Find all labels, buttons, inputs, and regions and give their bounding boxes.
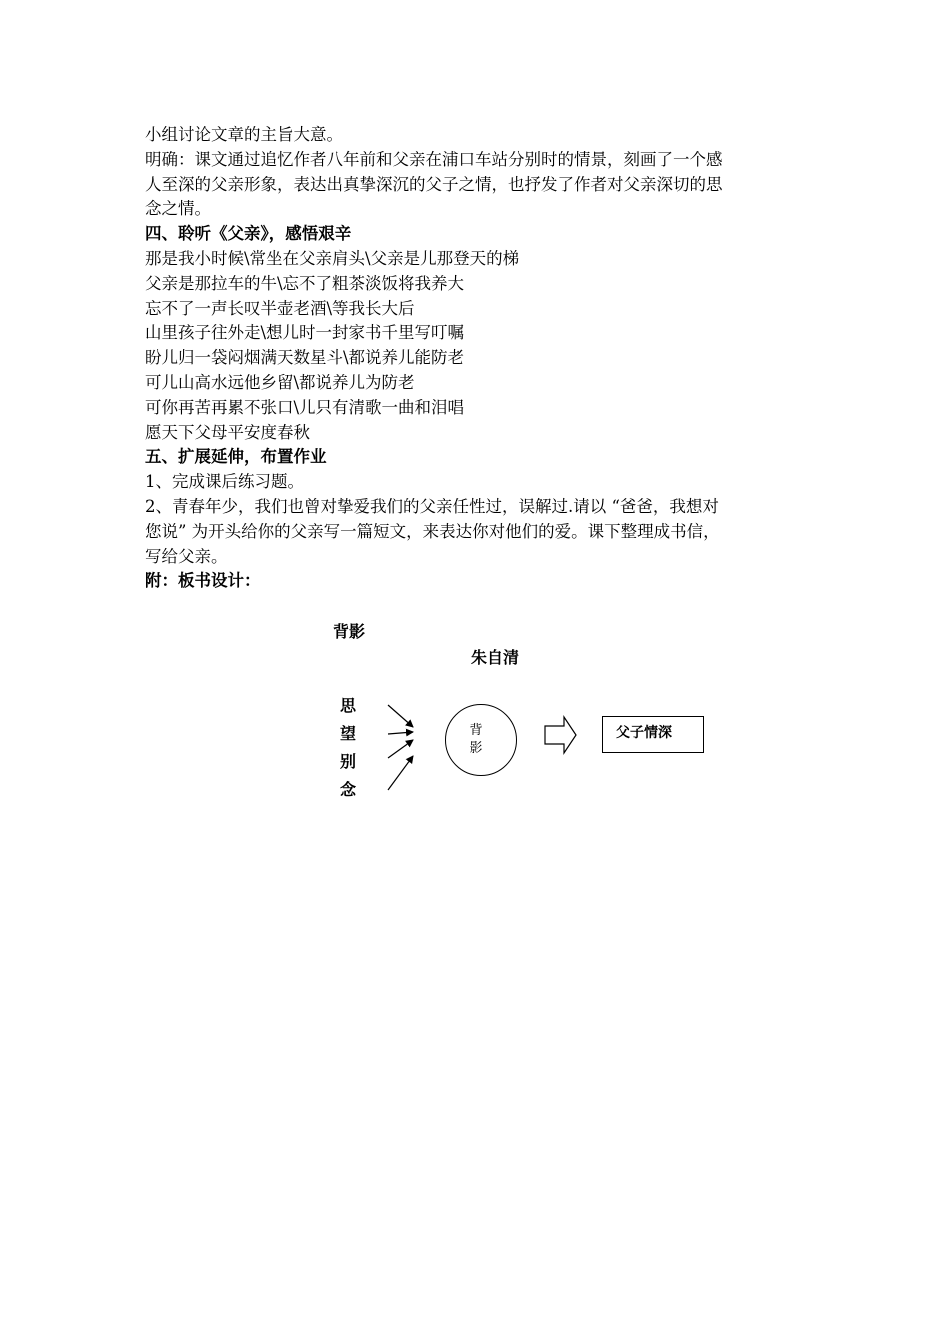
arrow-4 [388,756,413,790]
arrow-1 [388,705,413,727]
arrow-2 [388,732,413,734]
text-line: 盼儿归一袋闷烟满天数星斗\都说养儿能防老 [145,348,465,368]
vertical-char-4: 念 [339,780,356,799]
text-line: 山里孩子往外走\想儿时一封家书千里写叮嘱 [145,323,465,343]
vertical-char-2: 望 [339,724,356,743]
vertical-char-1: 思 [339,696,356,715]
section-heading: 附：板书设计： [145,571,261,591]
board-author: 朱自清 [471,648,520,667]
circle-char-2: 影 [469,741,483,756]
board-vertical-word [336,692,360,804]
text-line: 可你再苦再累不张口\儿只有清歌一曲和泪唱 [145,397,465,417]
section-heading: 四、聆听《父亲》，感悟艰辛 [145,224,352,244]
circle-label [466,722,486,758]
text-line: 可儿山高水远他乡留\都说养儿为防老 [145,372,415,392]
text-line: 那是我小时候\常坐在父亲肩头\父亲是儿那登天的梯 [145,248,520,268]
text-line: 小组讨论文章的主旨大意。 [145,125,343,144]
section-heading: 五、扩展延伸，布置作业 [145,447,327,467]
board-title: 背影 [333,622,366,641]
text-line: 愿天下父母平安度春秋 [145,422,310,442]
vertical-char-3: 别 [339,752,356,771]
text-line: 人至深的父亲形象，表达出真挚深沉的父子之情，也抒发了作者对父亲深切的思 [145,174,723,194]
block-arrow [545,717,576,753]
circle-char-1: 背 [469,723,483,738]
text-line: 明确：课文通过追忆作者八年前和父亲在浦口车站分别时的情景，刻画了一个感 [145,149,723,169]
text-line: 您说” 为开头给你的父亲写一篇短文，来表达你对他们的爱。课下整理成书信， [145,521,720,541]
text-line: 念之情。 [145,199,211,219]
text-line: 2、青春年少，我们也曾对挚爱我们的父亲任性过，误解过.请以 “爸爸，我想对 [145,496,719,516]
text-line: 父亲是那拉车的牛\忘不了粗茶淡饭将我养大 [145,273,465,293]
text-line: 1、完成课后练习题。 [145,472,304,492]
arrow-3 [388,740,413,758]
text-line: 写给父亲。 [145,546,228,566]
box-label: 父子情深 [616,725,672,741]
text-line: 忘不了一声长叹半壶老酒\等我长大后 [145,298,415,318]
lesson-text [145,123,825,594]
